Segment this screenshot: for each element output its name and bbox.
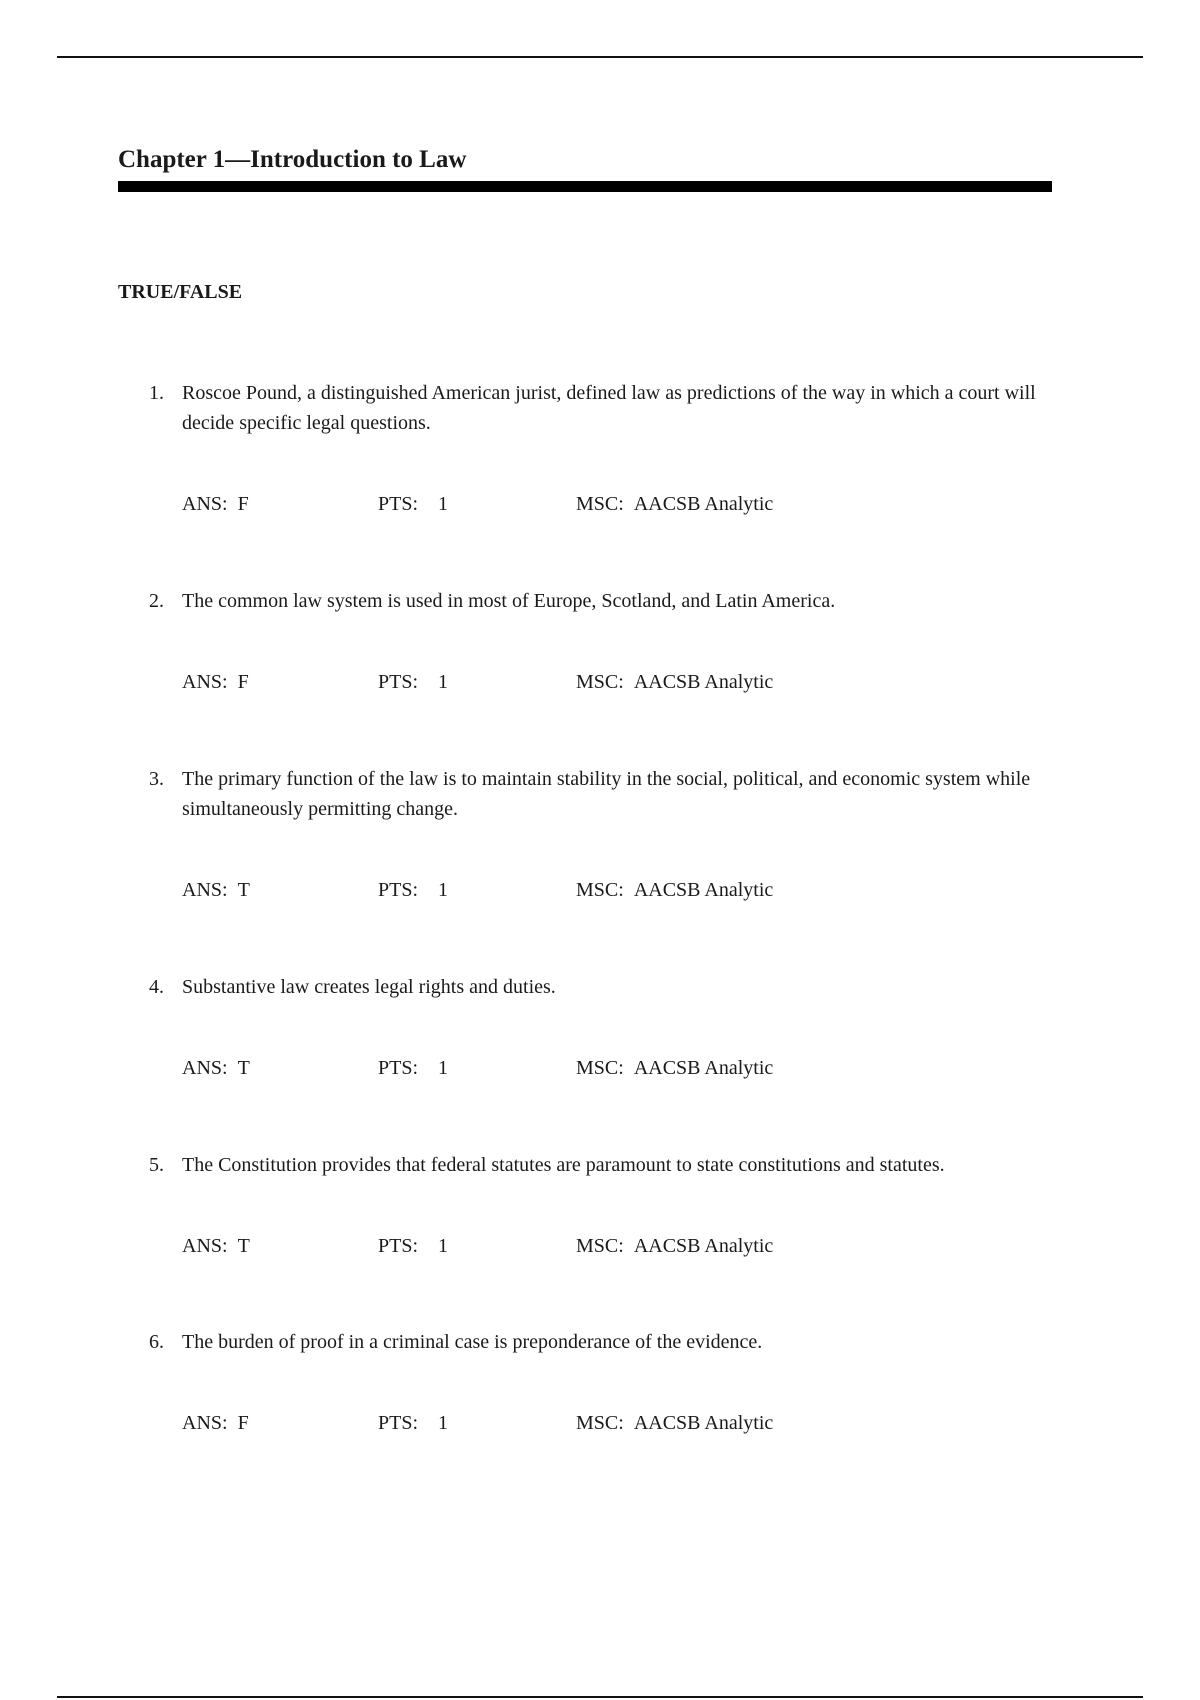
pts-label: PTS: [378, 671, 419, 693]
pts-value: 1 [438, 493, 449, 515]
pts-value: 1 [438, 1057, 449, 1079]
msc-field [576, 1408, 773, 1438]
ans-value: T [237, 1235, 250, 1257]
points-field [378, 875, 448, 905]
points-field [378, 1053, 448, 1083]
msc-field [576, 489, 773, 519]
ans-value: T [237, 1057, 250, 1079]
msc-label: MSC: [576, 671, 624, 693]
chapter-title: Chapter 1—Introduction to Law [118, 146, 467, 173]
pts-value: 1 [438, 879, 449, 901]
question-text: The burden of proof in a criminal case is preponderance of the evidence. [182, 1331, 763, 1353]
msc-value: AACSB Analytic [633, 493, 774, 515]
ans-label: ANS: [182, 493, 228, 515]
answer-field [182, 1053, 250, 1083]
ans-label: ANS: [182, 1057, 228, 1079]
question-number: 2. [149, 590, 164, 612]
answer-row [182, 667, 982, 697]
pts-value: 1 [438, 1412, 449, 1434]
pts-value: 1 [438, 671, 449, 693]
points-field [378, 489, 448, 519]
answer-row [182, 875, 982, 905]
ans-label: ANS: [182, 1235, 228, 1257]
pts-label: PTS: [378, 493, 419, 515]
answer-field [182, 667, 249, 697]
section-heading: TRUE/FALSE [118, 281, 243, 303]
msc-field [576, 875, 773, 905]
answer-field [182, 1231, 250, 1261]
msc-value: AACSB Analytic [633, 1235, 774, 1257]
question-text: The common law system is used in most of Europe, Scotland, and Latin America. [182, 590, 836, 612]
pts-label: PTS: [378, 1057, 419, 1079]
question-text: Substantive law creates legal rights and duties. [182, 976, 556, 998]
msc-field [576, 1053, 773, 1083]
question-number: 3. [149, 768, 164, 790]
pts-label: PTS: [378, 1235, 419, 1257]
points-field [378, 1231, 448, 1261]
question-text: The Constitution provides that federal statutes are paramount to state constitutions and statutes. [182, 1154, 945, 1176]
ans-value: F [237, 671, 249, 693]
msc-value: AACSB Analytic [633, 879, 774, 901]
page-bottom-rule [57, 1696, 1143, 1698]
ans-value: T [237, 879, 250, 901]
answer-row [182, 1053, 982, 1083]
msc-value: AACSB Analytic [633, 1057, 774, 1079]
msc-field [576, 1231, 773, 1261]
msc-value: AACSB Analytic [633, 1412, 774, 1434]
pts-value: 1 [438, 1235, 449, 1257]
answer-row [182, 1408, 982, 1438]
msc-label: MSC: [576, 1412, 624, 1434]
msc-label: MSC: [576, 1057, 624, 1079]
answer-field [182, 1408, 249, 1438]
ans-value: F [237, 493, 249, 515]
answer-field [182, 489, 249, 519]
ans-value: F [237, 1412, 249, 1434]
msc-label: MSC: [576, 1235, 624, 1257]
answer-field [182, 875, 250, 905]
ans-label: ANS: [182, 671, 228, 693]
points-field [378, 667, 448, 697]
question-text: Roscoe Pound, a distinguished American jurist, defined law as predictions of the way in which a court will decide specific legal questions. [182, 382, 1036, 434]
msc-value: AACSB Analytic [633, 671, 774, 693]
ans-label: ANS: [182, 879, 228, 901]
question-text: The primary function of the law is to maintain stability in the social, political, and economic system while simultaneously permitting change. [182, 768, 1031, 820]
points-field [378, 1408, 448, 1438]
msc-label: MSC: [576, 493, 624, 515]
msc-label: MSC: [576, 879, 624, 901]
pts-label: PTS: [378, 1412, 419, 1434]
question-number: 1. [149, 382, 164, 404]
question-number: 6. [149, 1331, 164, 1353]
answer-row [182, 1231, 982, 1261]
ans-label: ANS: [182, 1412, 228, 1434]
question-number: 5. [149, 1154, 164, 1176]
answer-row [182, 489, 982, 519]
pts-label: PTS: [378, 879, 419, 901]
msc-field [576, 667, 773, 697]
question-number: 4. [149, 976, 164, 998]
